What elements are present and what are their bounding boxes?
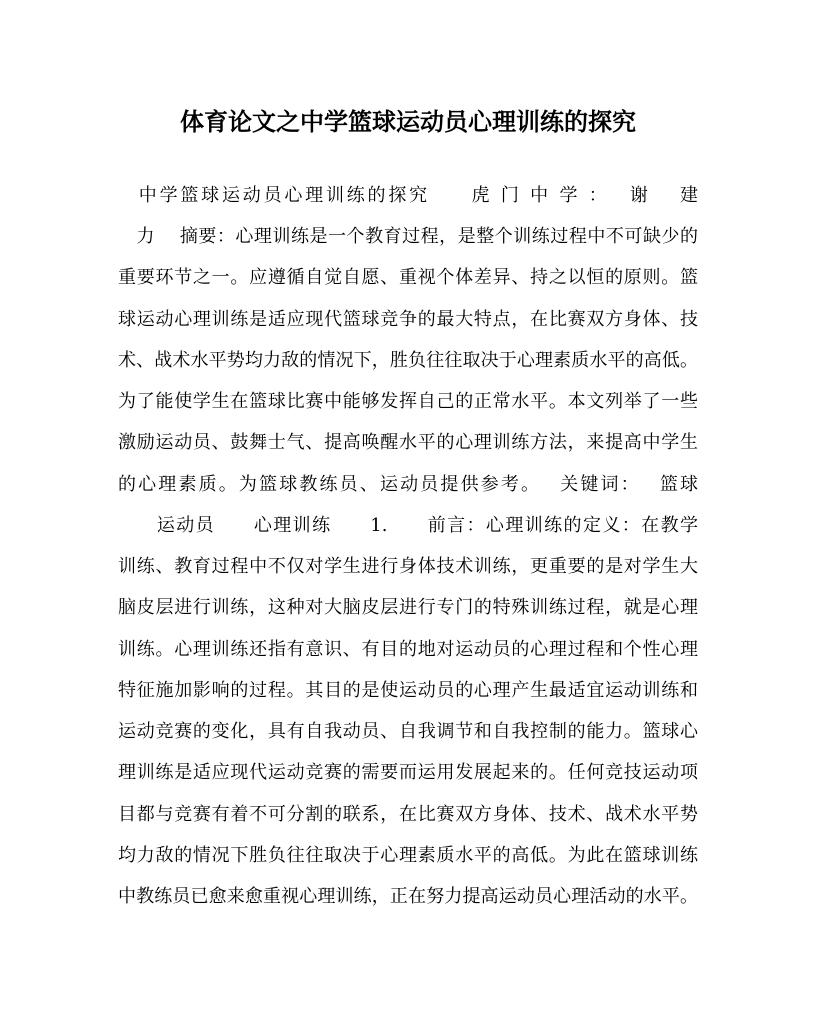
body-line-15: 理训练是适应现代运动竞赛的需要而运用发展起来的。任何竞技运动项 (118, 762, 698, 783)
body-line-6: 为了能使学生在篮球比赛中能够发挥自己的正常水平。本文列举了一些 (118, 391, 698, 412)
body-line-16: 目都与竞赛有着不可分割的联系，在比赛双方身体、技术、战术水平势 (118, 804, 698, 825)
body-line-5: 术、战术水平势均力敌的情况下，胜负往往取决于心理素质水平的高低。 (118, 350, 698, 371)
body-line-10: 训练、教育过程中不仅对学生进行身体技术训练，更重要的是对学生大 (118, 556, 698, 577)
body-line-1: 中学篮球运动员心理训练的探究 虎 门 中 学 ： 谢 建 (118, 185, 698, 206)
body-line-4: 球运动心理训练是适应现代篮球竞争的最大特点，在比赛双方身体、技 (118, 309, 698, 330)
body-line-17: 均力敌的情况下胜负往往取决于心理素质水平的高低。为此在篮球训练 (118, 845, 698, 866)
body-line-3: 重要环节之一。应遵循自觉自愿、重视个体差异、持之以恒的原则。篮 (118, 267, 698, 288)
body-line-18: 中教练员已愈来愈重视心理训练，正在努力提高运动员心理活动的水平。 (118, 886, 698, 907)
body-line-12: 训练。心理训练还指有意识、有目的地对运动员的心理过程和个性心理 (118, 639, 698, 660)
body-line-13: 特征施加影响的过程。其目的是使运动员的心理产生最适宜运动训练和 (118, 680, 698, 701)
body-line-2: 力 摘要：心理训练是一个教育过程，是整个训练过程中不可缺少的 (118, 226, 698, 247)
body-line-9: 运动员 心理训练 1. 前言：心理训练的定义：在教学 (118, 515, 698, 536)
document-title: 体育论文之中学篮球运动员心理训练的探究 (180, 107, 636, 136)
body-line-8: 的心理素质。为篮球教练员、运动员提供参考。 关键词： 篮球 (118, 474, 698, 495)
body-line-11: 脑皮层进行训练，这种对大脑皮层进行专门的特殊训练过程，就是心理 (118, 597, 698, 618)
body-line-7: 激励运动员、鼓舞士气、提高唤醒水平的心理训练方法，来提高中学生 (118, 432, 698, 453)
body-line-14: 运动竞赛的变化，具有自我动员、自我调节和自我控制的能力。篮球心 (118, 721, 698, 742)
